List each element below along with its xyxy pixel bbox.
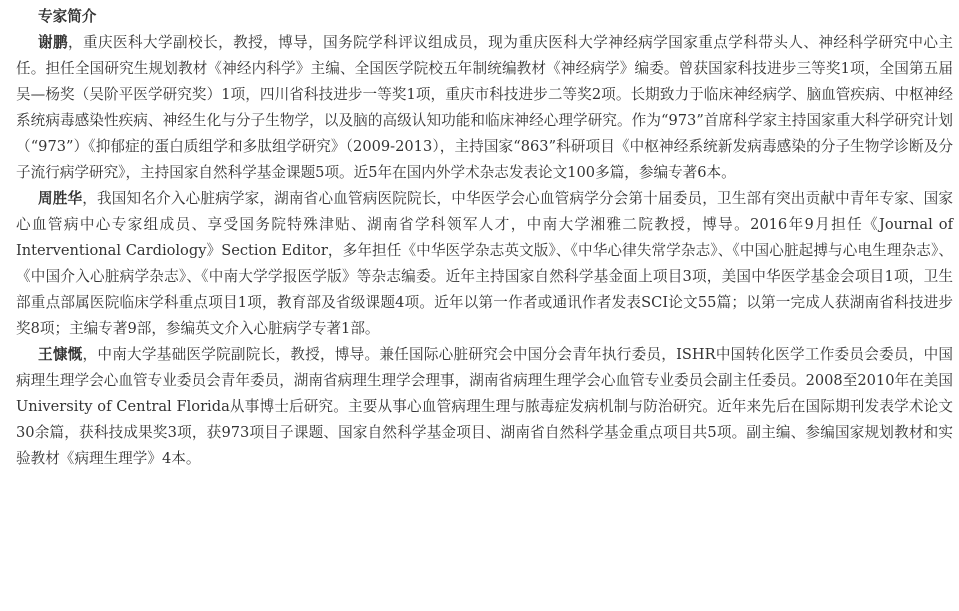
bio-text: ，我国知名介入心脏病学家，湖南省心血管病医院院长，中华医学会心血管病学分会第十届委员，卫生部有突出贡献中青年专家、国家心血管病中心专家组成员、享受国务院特殊津贴、湖南省学科领军人才，中南大学湘雅二院教授，博导。2016年9月担任《Journal of Interventional Cardiology》Section Editor，多年担任《中华医学杂志英文版》、《中华心律失常学杂志》、《中国心脏起搏与心电生理杂志》、《中国介入心脏病学杂志》、《中南大学学报医学版》等杂志编委。近年主持国家自然科学基金面上项目3项，美国中华医学基金会项目1项，卫生部重点部属医院临床学科重点项目1项，教育部及省级课题4项。近年以第一作者或通讯作者发表SCI论文55篇；以第一完成人获湖南省科技进步奖8项；主编专著9部，参编英文介入心脏病学专著1部。 (16, 190, 953, 337)
bio-paragraph-zhou-shenghua (16, 186, 953, 342)
bio-text: ，中南大学基础医学院副院长，教授，博导。兼任国际心脏研究会中国分会青年执行委员，ISHR中国转化医学工作委员会委员，中国病理生理学会心血管专业委员会青年委员，湖南省病理生理学会理事，湖南省病理生理学会心血管专业委员会副主任委员。2008至2010年在美国University of Central Florida从事博士后研究。主要从事心血管病理生理与脓毒症发病机制与防治研究。近年来先后在国际期刊发表学术论文30余篇，获科技成果奖3项，获973项目子课题、国家自然科学基金项目、湖南省自然科学基金重点项目共5项。副主编、参编国家规划教材和实验教材《病理生理学》4本。 (16, 346, 953, 467)
bio-paragraph-wang-kangkai (16, 342, 953, 472)
bio-text: ，重庆医科大学副校长，教授，博导，国务院学科评议组成员，现为重庆医科大学神经病学国家重点学科带头人、神经科学研究中心主任。担任全国研究生规划教材《神经内科学》主编、全国医学院校五年制统编教材《神经病学》编委。曾获国家科技进步三等奖1项，全国第五届吴—杨奖（吴阶平医学研究奖）1项，四川省科技进步一等奖1项，重庆市科技进步二等奖2项。长期致力于临床神经病学、脑血管疾病、中枢神经系统病毒感染性疾病、神经生化与分子生物学，以及脑的高级认知功能和临床神经心理学研究。作为“973”首席科学家主持国家重大科学研究计划（“973”）《抑郁症的蛋白质组学和多肽组学研究》（2009-2013），主持国家“863”科研项目《中枢神经系统新发病毒感染的分子生物学诊断及分子流行病学研究》，主持国家自然科学基金课题5项。近5年在国内外学术杂志发表论文100多篇，参编专著6本。 (16, 34, 953, 181)
section-heading: 专家简介 (38, 8, 97, 25)
bio-name: 周胜华 (38, 190, 83, 207)
bio-paragraph-xie-peng (16, 30, 953, 186)
bio-name: 王慷慨 (38, 346, 83, 363)
bio-name: 谢鹏 (38, 34, 69, 51)
